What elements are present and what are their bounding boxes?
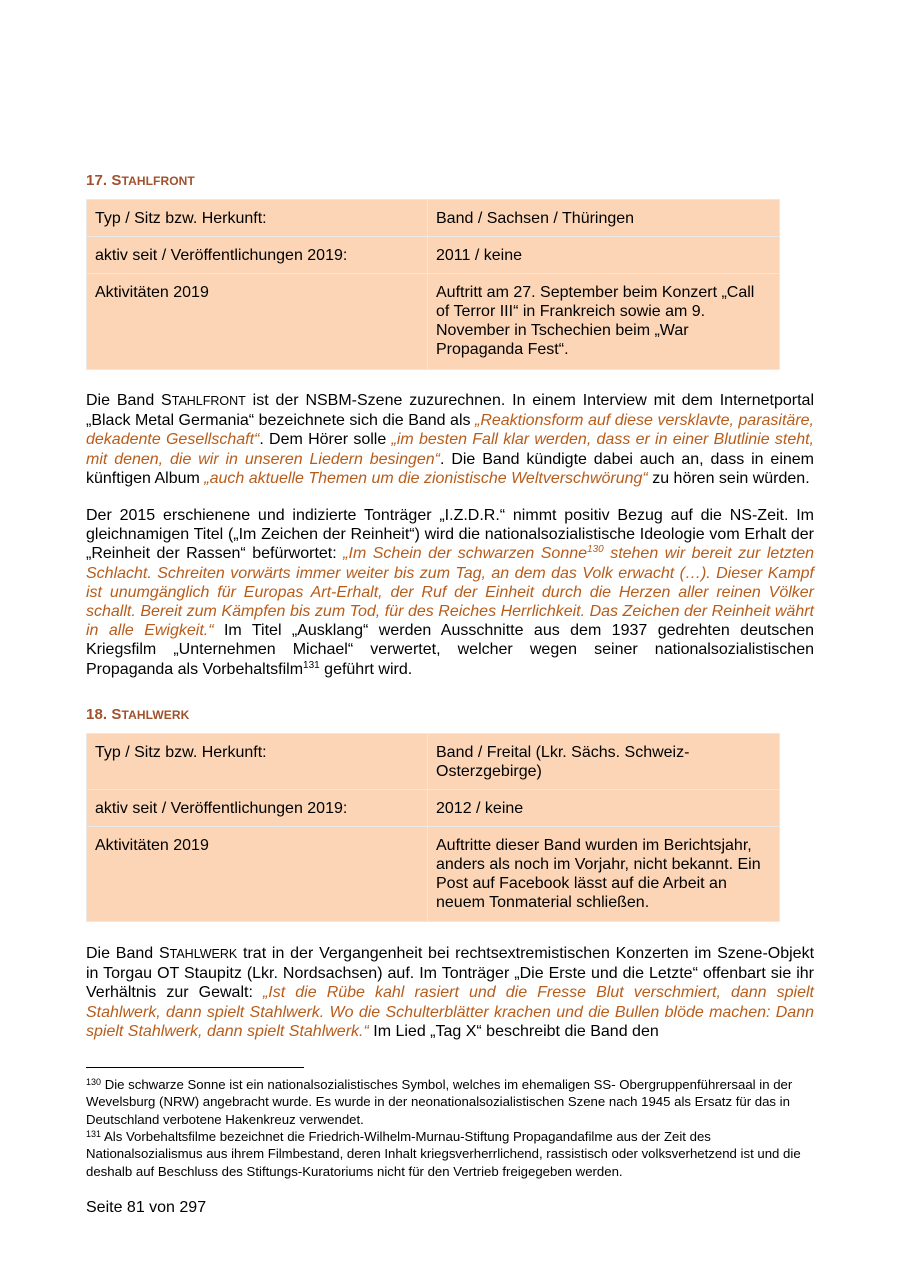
- table-row: [87, 237, 780, 274]
- footnote-ref-131[interactable]: 131: [303, 659, 320, 671]
- footnote-130: $^{130}$ Die schwarze Sonne ist ein nationalsozialistisches Symbol, welches im ehemaligen SS- Obergruppenführersaal in der Wevelsburg (NRW) angebracht wurde. Es wurde in der neonationalsozialistischen Szene nach 1945 als Ersatz für das in Deutschland verbotene Hakenkreuz verwendet.: [86, 1077, 793, 1127]
- table-row: [87, 790, 780, 827]
- table-value: Band / Sachsen / Thüringen: [428, 200, 780, 237]
- table-row: [87, 274, 780, 370]
- table-label: Typ / Sitz bzw. Herkunft:: [87, 200, 428, 237]
- table-label: aktiv seit / Veröffentlichungen 2019:: [87, 790, 428, 827]
- quote: „Im Schein der schwarzen Sonne: [343, 545, 588, 563]
- table-value: 2012 / keine: [428, 790, 780, 827]
- table-row: [87, 200, 780, 237]
- page-number: Seite 81 von 297: [86, 1199, 207, 1216]
- table-value: Band / Freital (Lkr. Sächs. Schweiz-Osterzgebirge): [428, 734, 780, 790]
- section-heading-stahlfront: 17. STAHLFRONT: [86, 172, 195, 189]
- paragraph-izdr: Der 2015 erschienene und indizierte Tonträger „I.Z.D.R.“ nimmt positiv Bezug auf die NS-Zeit. Im gleichnamigen Titel („Im Zeichen der Reinheit“) wird die nationalsozialistische Ideologie vom Erhalt der „Reinheit der Rassen“ befürwortet: „Im Schein der schwarzen Sonne$^{130}$ stehen wir bereit zur letzten Schlacht. Schreiten vorwärts immer weiter bis zum Tag, an dem das Volk erwacht (…). Dieser Kampf ist unumgänglich für Europas Art-Erhalt, der Ruf der Einheit durch die Herzen aller reinen Völker schallt. Bereit zum Kämpfen bis zum Tod, für des Reiches Herrlichkeit. Das Zeichen der Reinheit währt in alle Ewigkeit.“ Im Titel „Ausklang“ werden Ausschnitte aus dem 1937 gedrehten deutschen Kriegsfilm „Unternehmen Michael“ verwertet, welcher wegen seiner nationalsozialistischen Propaganda als Vorbehaltsfilm$^{131}$ geführt wird.: [86, 507, 815, 678]
- table-label: Aktivitäten 2019: [87, 827, 428, 922]
- table-label: Aktivitäten 2019: [87, 274, 428, 370]
- table-label: Typ / Sitz bzw. Herkunft:: [87, 734, 428, 790]
- table-value: 2011 / keine: [428, 237, 780, 274]
- footnote-divider: [86, 1067, 304, 1068]
- table-value: Auftritt am 27. September beim Konzert „Call of Terror III“ in Frankreich sowie am 9. November in Tschechien beim „War Propaganda Fest“.: [428, 274, 780, 370]
- section-heading-stahlwerk: 18. STAHLWERK: [86, 706, 190, 723]
- quote: stehen wir bereit zur letzten Schlacht. Schreiten vorwärts immer weiter bis zum Tag, an dem das Volk erwacht (…). Dieser Kampf ist unumgänglich für Europas Art-Erhalt, der Ruf der Einheit durch die Herzen aller reinen Völker schallt. Bereit zum Kämpfen bis zum Tod, für des Reiches Herrlichkeit. Das Zeichen der Reinheit währt in alle Ewigkeit.“: [86, 545, 815, 640]
- paragraph-stahlfront-intro: Die Band STAHLFRONT ist der NSBM-Szene zuzurechnen. In einem Interview mit dem Internetportal „Black Metal Germania“ bezeichnete sich die Band als „Reaktionsform auf diese versklavte, parasitäre, dekadente Gesellschaft“. Dem Hörer solle „im besten Fall klar werden, dass er in einer Blutlinie steht, mit denen, die wir in unseren Liedern besingen“. Die Band kündigte dabei auch an, dass in einem künftigen Album „auch aktuelle Themen um die zionistische Weltverschwörung“ zu hören sein würden.: [86, 392, 815, 487]
- info-table-stahlfront: [86, 199, 780, 370]
- footnote-ref-130[interactable]: 130: [587, 544, 604, 556]
- quote: „Ist die Rübe kahl rasiert und die Fresse Blut verschmiert, dann spielt Stahlwerk, dann spielt Stahlwerk. Wo die Schulterblätter krachen und die Bullen blöde machen: Dann spielt Stahlwerk, dann spielt Stahlwerk.“: [86, 984, 815, 1040]
- quote: „Reaktionsform auf diese versklavte, parasitäre, dekadente Gesellschaft“: [86, 412, 814, 449]
- footnote-131: $^{131}$ Als Vorbehaltsfilme bezeichnet die Friedrich-Wilhelm-Murnau-Stiftung Propagandafilme aus der Zeit des Nationalsozialismus aus ihrem Filmbestand, deren Inhalt kriegsverherrlichend, rassistisch oder volksverhetzend ist und die deshalb auf Beschluss des Stiftungs-Kuratoriums nicht für den Vertrieb freigegeben werden.: [86, 1129, 801, 1179]
- table-row: [87, 827, 780, 922]
- paragraph-stahlwerk-intro: Die Band STAHLWERK trat in der Vergangenheit bei rechtsextremistischen Konzerten im Szene-Objekt in Torgau OT Staupitz (Lkr. Nordsachsen) auf. Im Tonträger „Die Erste und die Letzte“ offenbart sie ihr Verhältnis zur Gewalt: „Ist die Rübe kahl rasiert und die Fresse Blut verschmiert, dann spielt Stahlwerk, dann spielt Stahlwerk. Wo die Schulterblätter krachen und die Bullen blöde machen: Dann spielt Stahlwerk, dann spielt Stahlwerk.“ Im Lied „Tag X“ beschreibt die Band den: [86, 945, 815, 1040]
- quote: „im besten Fall klar werden, dass er in einer Blutlinie steht, mit denen, die wir in unseren Liedern besingen“: [86, 431, 815, 468]
- info-table-stahlwerk: [86, 733, 780, 922]
- table-label: aktiv seit / Veröffentlichungen 2019:: [87, 237, 428, 274]
- table-value: Auftritte dieser Band wurden im Berichtsjahr, anders als noch im Vorjahr, nicht bekannt. Ein Post auf Facebook lässt auf die Arbeit an neuem Tonmaterial schließen.: [428, 827, 780, 922]
- quote: „auch aktuelle Themen um die zionistische Weltverschwörung“: [204, 469, 648, 487]
- table-row: [87, 734, 780, 790]
